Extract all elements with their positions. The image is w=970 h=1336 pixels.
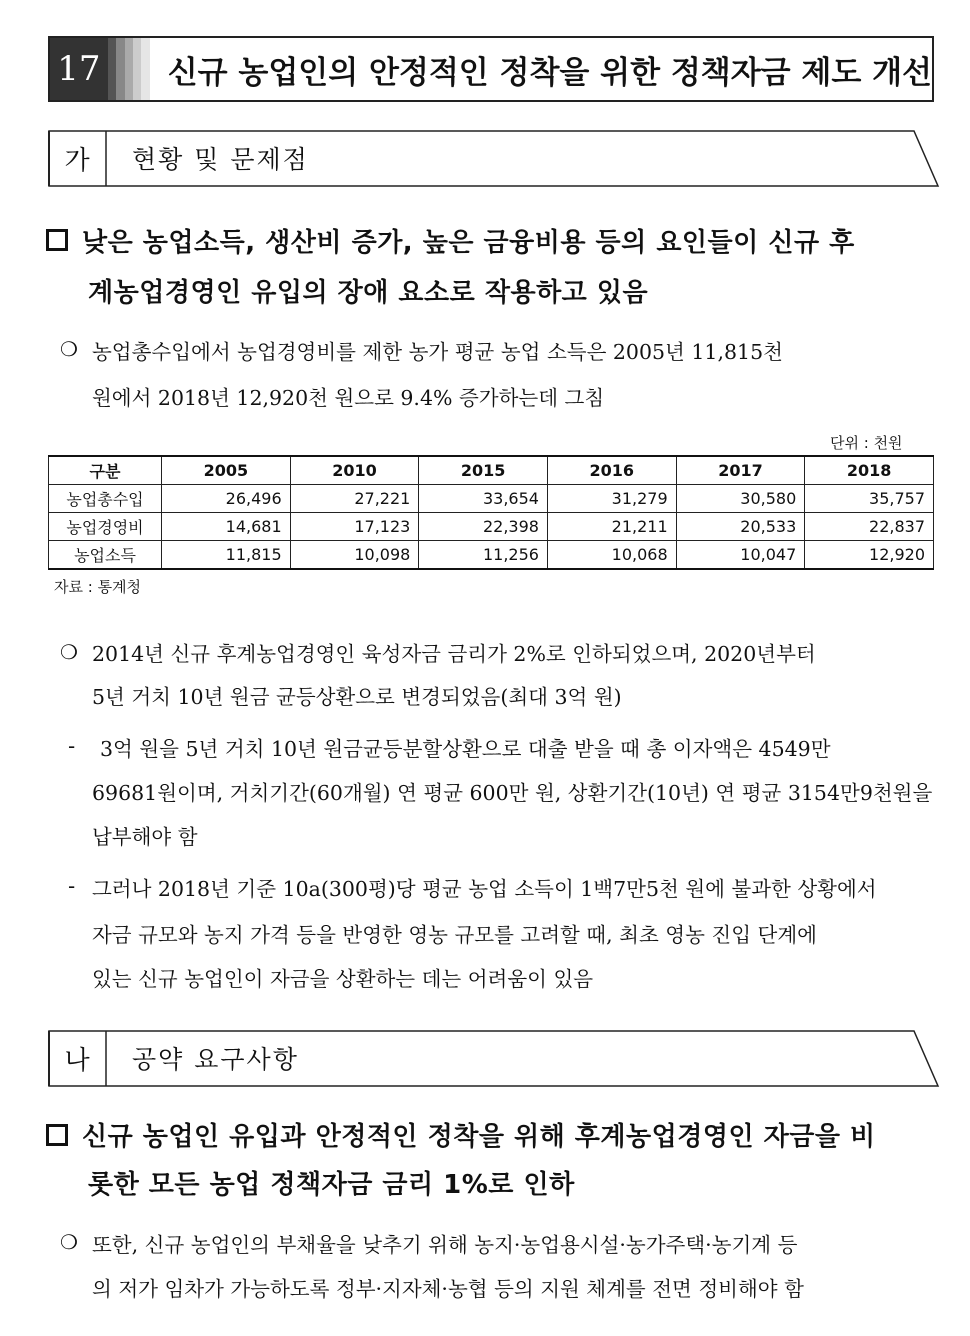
table-unit: 단위 : 천원 xyxy=(830,434,903,452)
header-cell: 2015 xyxy=(419,456,548,485)
table-cell: 10,047 xyxy=(676,541,805,570)
table-cell: 17,123 xyxy=(290,513,419,541)
circle-bullet-icon: ❍ xyxy=(60,1230,78,1254)
title-gradient-bar xyxy=(108,38,150,100)
table-cell: 27,221 xyxy=(290,485,419,513)
table-cell: 22,837 xyxy=(805,513,934,541)
table-cell: 35,757 xyxy=(805,485,934,513)
headline-2-line-2: 롯한 모든 농업 정책자금 금리 1%로 인하 xyxy=(88,1170,575,1200)
bullet-3-line-1: 또한, 신규 농업인의 부채율을 낮추기 위해 농지·농업용시설·농가주택·농기계 등 xyxy=(92,1233,798,1257)
table-row xyxy=(49,541,934,570)
circle-bullet-icon: ❍ xyxy=(60,640,78,664)
bullet-2-line-2: 5년 거치 10년 원금 균등상환으로 변경되었음(최대 3억 원) xyxy=(92,685,622,709)
table-source: 자료 : 통계청 xyxy=(54,578,142,596)
title-box xyxy=(48,36,934,102)
row-label: 농업총수입 xyxy=(49,485,162,513)
table-cell: 11,815 xyxy=(162,541,291,570)
checkbox-square-icon xyxy=(46,229,68,251)
header-cell: 2017 xyxy=(676,456,805,485)
table-cell: 11,256 xyxy=(419,541,548,570)
dash-2-line-2: 자금 규모와 농지 가격 등을 반영한 영농 규모를 고려할 때, 최초 영농 진입 단계에 xyxy=(92,923,817,947)
table-cell: 33,654 xyxy=(419,485,548,513)
section-a-header xyxy=(48,130,938,186)
section-b-label: 나 xyxy=(64,1045,90,1076)
header-cell: 2010 xyxy=(290,456,419,485)
item-number: 17 xyxy=(50,38,108,100)
header-cell: 2016 xyxy=(547,456,676,485)
table-cell: 26,496 xyxy=(162,485,291,513)
section-b-header xyxy=(48,1030,938,1086)
row-label: 농업경영비 xyxy=(49,513,162,541)
page-title: 신규 농업인의 안정적인 정착을 위한 정책자금 제도 개선 xyxy=(167,54,932,91)
dash-2-line-1: 그러나 2018년 기준 10a(300평)당 평균 농업 소득이 1백7만5천 원에 불과한 상황에서 xyxy=(92,877,877,901)
row-label: 농업소득 xyxy=(49,541,162,570)
income-table xyxy=(48,455,934,570)
checkbox-square-icon xyxy=(46,1124,68,1146)
dash-2-line-3: 있는 신규 농업인이 자금을 상환하는 데는 어려움이 있음 xyxy=(92,967,594,991)
table-header-row xyxy=(49,456,934,485)
header-cell: 2018 xyxy=(805,456,934,485)
dash-1-line-1: 3억 원을 5년 거치 10년 원금균등분할상환으로 대출 받을 때 총 이자액은 4549만 xyxy=(100,737,831,761)
table-row xyxy=(49,513,934,541)
headline-1-line-1: 낮은 농업소득, 생산비 증가, 높은 금융비용 등의 요인들이 신규 후 xyxy=(82,228,855,258)
dash-bullet: - xyxy=(68,734,76,758)
dash-1-line-2: 69681원이며, 거치기간(60개월) 연 평균 600만 원, 상환기간(10년) 연 평균 3154만9천원을 xyxy=(92,781,933,805)
table-cell: 10,068 xyxy=(547,541,676,570)
section-a-title: 현황 및 문제점 xyxy=(132,145,309,174)
header-cell: 구분 xyxy=(49,456,162,485)
circle-bullet-icon: ❍ xyxy=(60,337,78,361)
table-row xyxy=(49,485,934,513)
table-cell: 22,398 xyxy=(419,513,548,541)
table-cell: 12,920 xyxy=(805,541,934,570)
table-cell: 21,211 xyxy=(547,513,676,541)
bullet-1-line-2: 원에서 2018년 12,920천 원으로 9.4% 증가하는데 그침 xyxy=(92,386,605,410)
section-b-title: 공약 요구사항 xyxy=(132,1045,299,1074)
header-cell: 2005 xyxy=(162,456,291,485)
headline-2-line-1: 신규 농업인 유입과 안정적인 정착을 위해 후계농업경영인 자금을 비 xyxy=(82,1122,876,1152)
dash-1-line-3: 납부해야 함 xyxy=(92,825,198,849)
section-a-label: 가 xyxy=(64,145,90,176)
table-cell: 14,681 xyxy=(162,513,291,541)
table-cell: 20,533 xyxy=(676,513,805,541)
bullet-3-line-2: 의 저가 임차가 가능하도록 정부·지자체·농협 등의 지원 체계를 전면 정비해야 함 xyxy=(92,1277,804,1301)
headline-1-line-2: 계농업경영인 유입의 장애 요소로 작용하고 있음 xyxy=(88,278,649,308)
bullet-1-line-1: 농업총수입에서 농업경영비를 제한 농가 평균 농업 소득은 2005년 11,815천 xyxy=(92,340,783,364)
table-cell: 10,098 xyxy=(290,541,419,570)
dash-bullet: - xyxy=(68,874,76,898)
bullet-2-line-1: 2014년 신규 후계농업경영인 육성자금 금리가 2%로 인하되었으며, 2020년부터 xyxy=(92,642,816,666)
table-cell: 31,279 xyxy=(547,485,676,513)
table-cell: 30,580 xyxy=(676,485,805,513)
